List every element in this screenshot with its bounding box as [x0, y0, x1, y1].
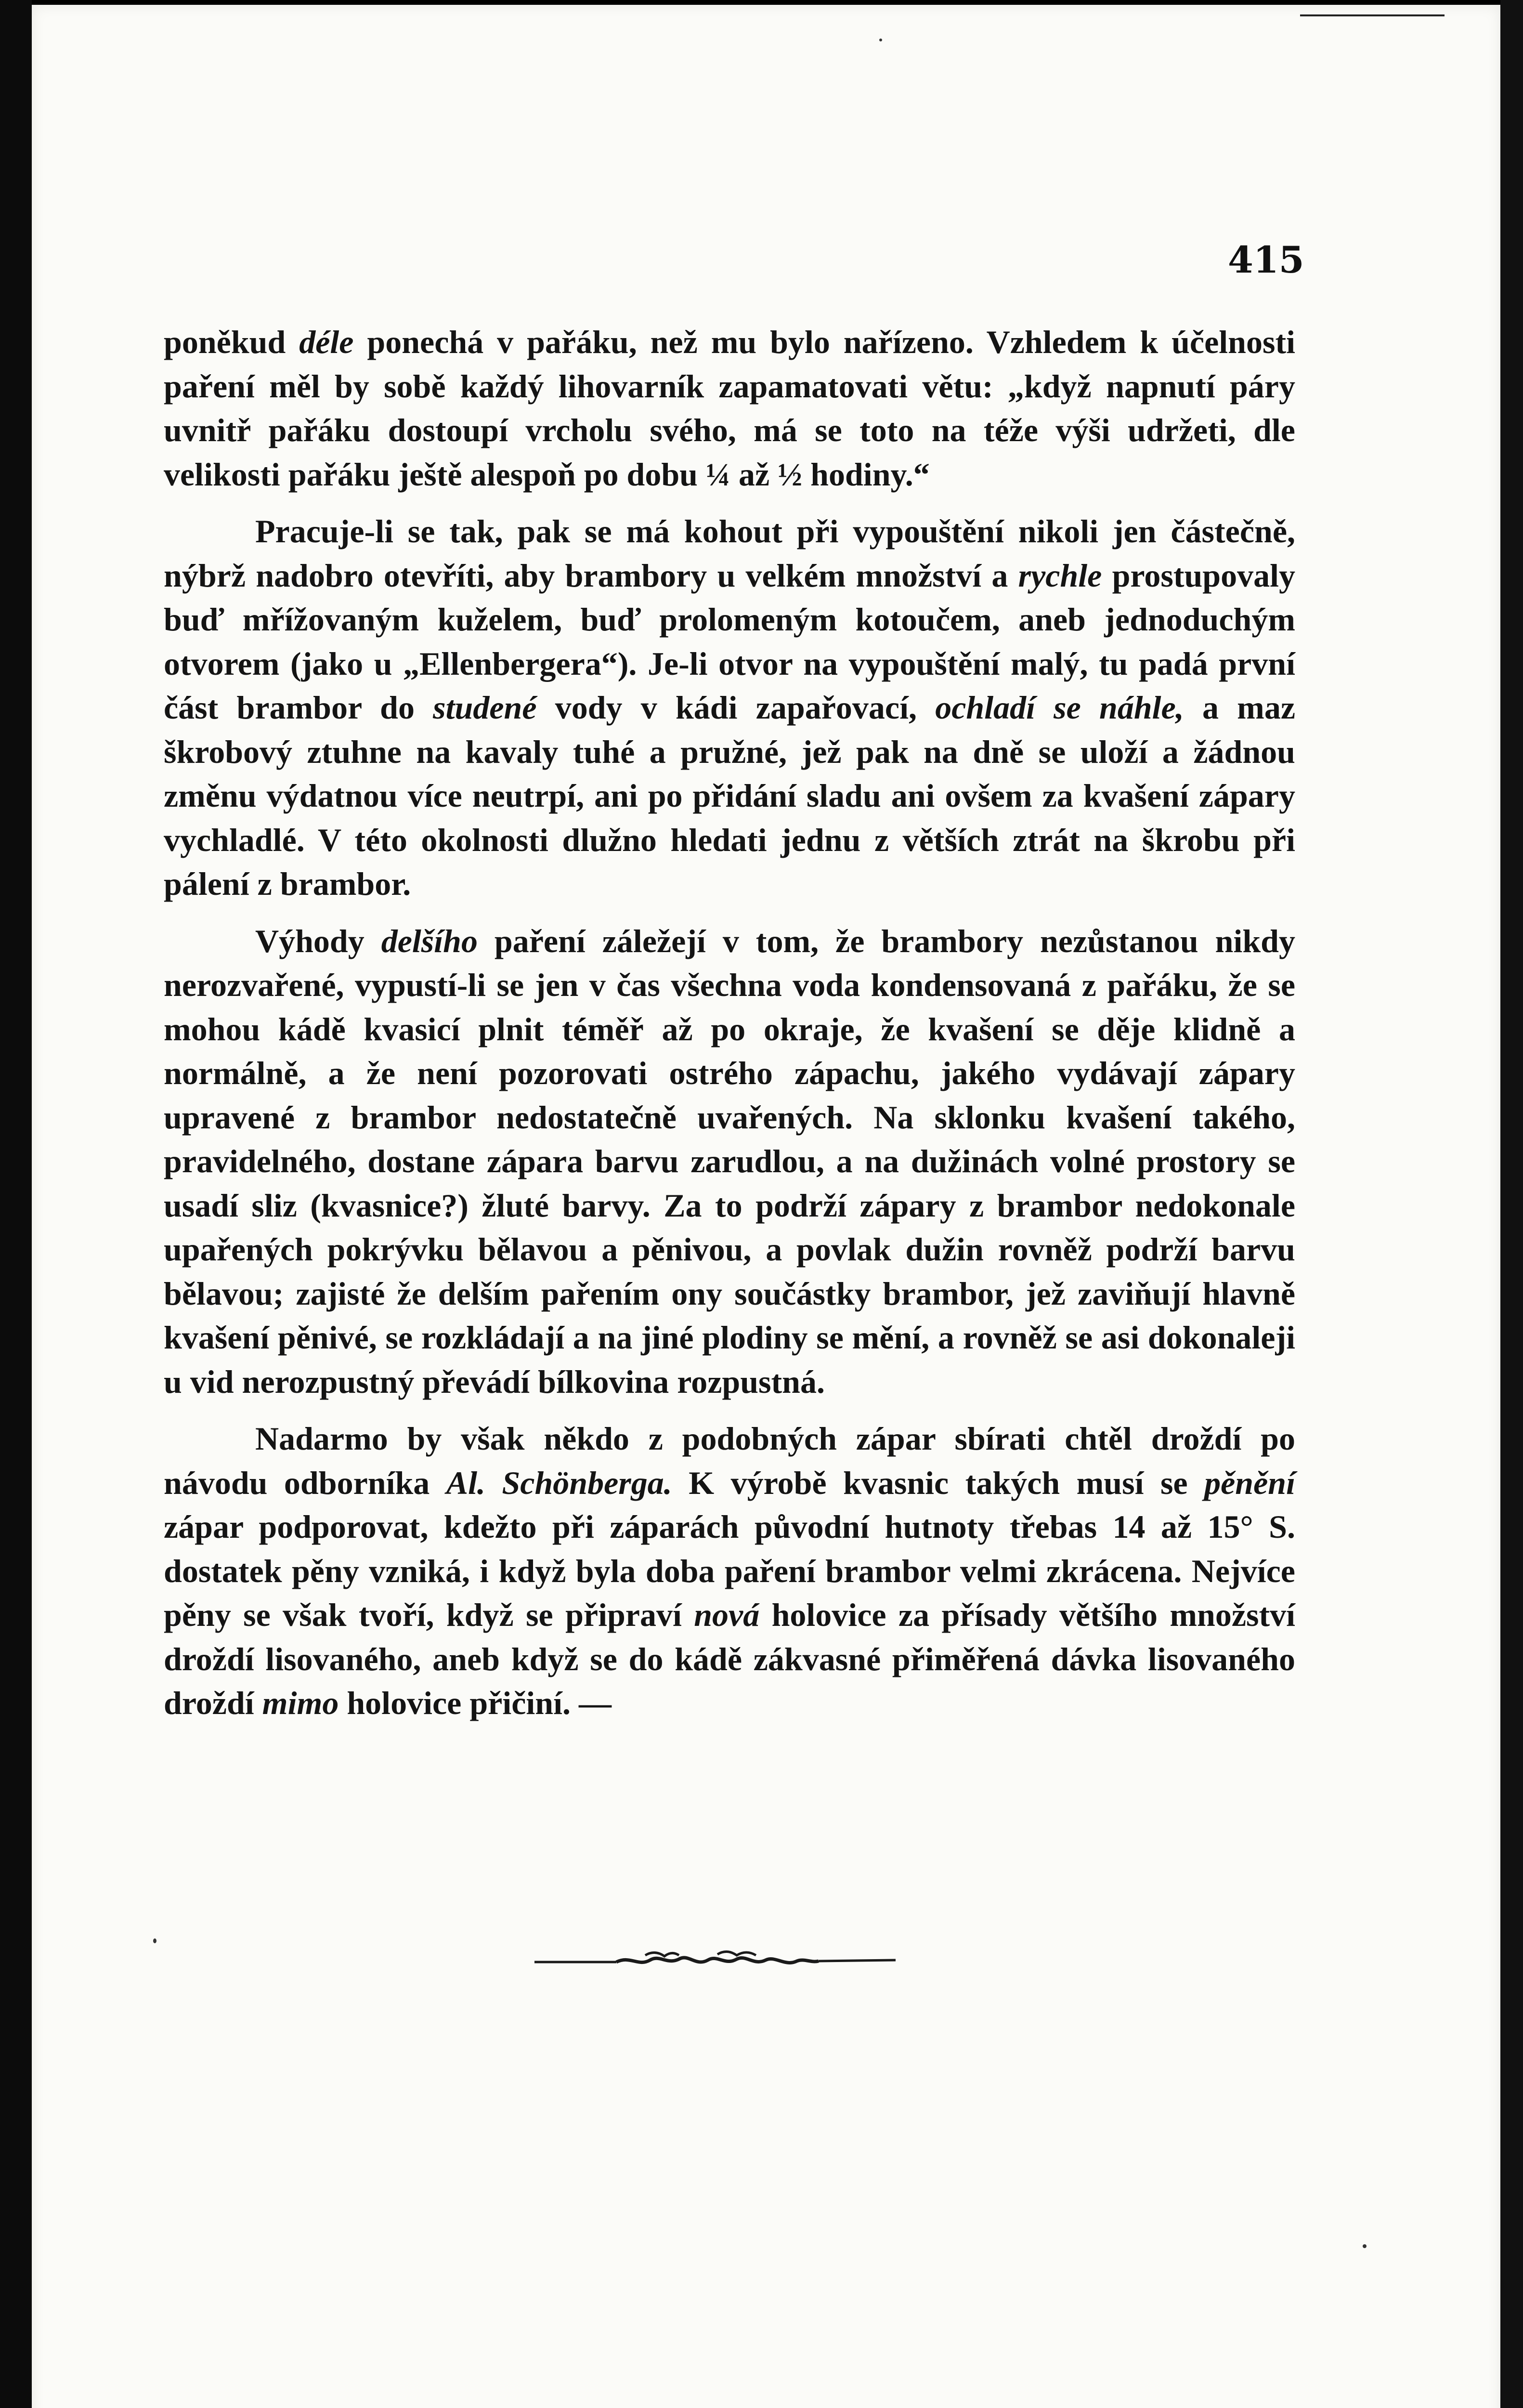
text-run: holovice přičiní. — [338, 1685, 612, 1721]
scan-left-edge [0, 0, 32, 2408]
italic-run: mimo [262, 1685, 339, 1721]
scan-right-edge [1500, 0, 1523, 2408]
text-run: K výrobě kvasnic takých musí se [672, 1464, 1205, 1501]
scan-speck [1363, 2244, 1367, 2248]
text-run: holovice za přísady většího množství droždí lisovaného, aneb když se do kádě zákvasné přiměřená dávka lisovaného droždí [164, 1597, 1295, 1721]
italic-run: nová [694, 1597, 760, 1633]
text-run: ponechá v pařáku, než mu bylo nařízeno. Vzhledem k účelnosti paření měl by sobě každý lihovarník zapamatovati větu: „když napnutí páry uvnitř pařáku dostoupí vrcholu svého, má se toto na téže výši udržeti, dle velikosti pařáku ještě alespoň po dobu ¼ až ½ hodiny.“ [164, 324, 1295, 493]
paragraph-2 [164, 510, 1295, 906]
italic-run: delšího [381, 922, 478, 959]
italic-run: Al. Schönberga. [446, 1464, 672, 1501]
italic-run: ochladí se náhle, [935, 689, 1184, 726]
end-ornament-icon [534, 1946, 896, 1975]
text-run: Výhody [255, 922, 381, 959]
italic-run: pěnění [1204, 1464, 1295, 1501]
scan-speck [879, 39, 882, 41]
text-run: a maz škrobový ztuhne na kavaly tuhé a pružné, jež pak na dně se uloží a žádnou změnu výdatnou více neutrpí, ani po přidání sladu ani ovšem za kvašení zápary vychladlé. V této okolnosti dlužno hledati jednu z větších ztrát na škrobu při pálení z brambor. [164, 689, 1295, 902]
body-text [164, 320, 1295, 1739]
text-run: paření záležejí v tom, že brambory nezůstanou nikdy nerozvařené, vypustí-li se jen v čas všechna voda kondensovaná z pařáku, že se mohou kádě kvasicí plnit téměř až po okraje, že kvašení se děje klidně a normálně, a že není pozorovati ostrého zápachu, jakého vydávají zápary upravené z brambor nedostatečně uvařených. Na sklonku kvašení takého, pravidelného, dostane zápara barvu zarudlou, a na dužinách volné prostory se usadí sliz (kvasnice?) žluté barvy. Za to podrží zápary z brambor nedokonale upařených pokrývku bělavou a pěnivou, a povlak dužin rovněž podrží barvu bělavou; zajisté že delším pařením ony součástky brambor, jež zaviňují hlavně kvašení pěnivé, se rozkládají a na jiné plodiny se mění, a rovněž se asi dokonaleji u vid nerozpustný převádí bílkovina rozpustná. [164, 922, 1296, 1400]
scan-speck [153, 1938, 156, 1943]
text-run: poněkud [164, 324, 299, 360]
top-edge-rule [1300, 14, 1445, 16]
page-number: 415 [1228, 238, 1304, 281]
paragraph-3 [164, 919, 1295, 1404]
text-run: zápar podporovat, kdežto při záparách původní hutnoty třebas 14 až 15° S. dostatek pěny vzniká, i když byla doba paření brambor velmi zkrácena. Nejvíce pěny se však tvoří, když se připraví [164, 1508, 1295, 1633]
text-run: Nadarmo by však někdo z podobných zápar sbírati chtěl droždí po návodu odborníka [164, 1420, 1295, 1501]
text-run: vody v kádi zapařovací, [536, 689, 936, 726]
italic-run: déle [299, 324, 354, 360]
text-run: prostupovaly buď mřížovaným kuželem, buď prolomeným kotoučem, aneb jednoduchým otvorem (jako u „Ellenbergera“). Je-li otvor na vypouštění malý, tu padá první část brambor do [164, 557, 1295, 726]
paragraph-1 [164, 320, 1295, 497]
italic-run: studené [433, 689, 537, 726]
italic-run: rychle [1018, 557, 1102, 594]
text-run: Pracuje-li se tak, pak se má kohout při vypouštění nikoli jen částečně, nýbrž nadobro otevříti, aby brambory u velkém množství a [164, 513, 1295, 594]
paragraph-4 [164, 1417, 1295, 1726]
